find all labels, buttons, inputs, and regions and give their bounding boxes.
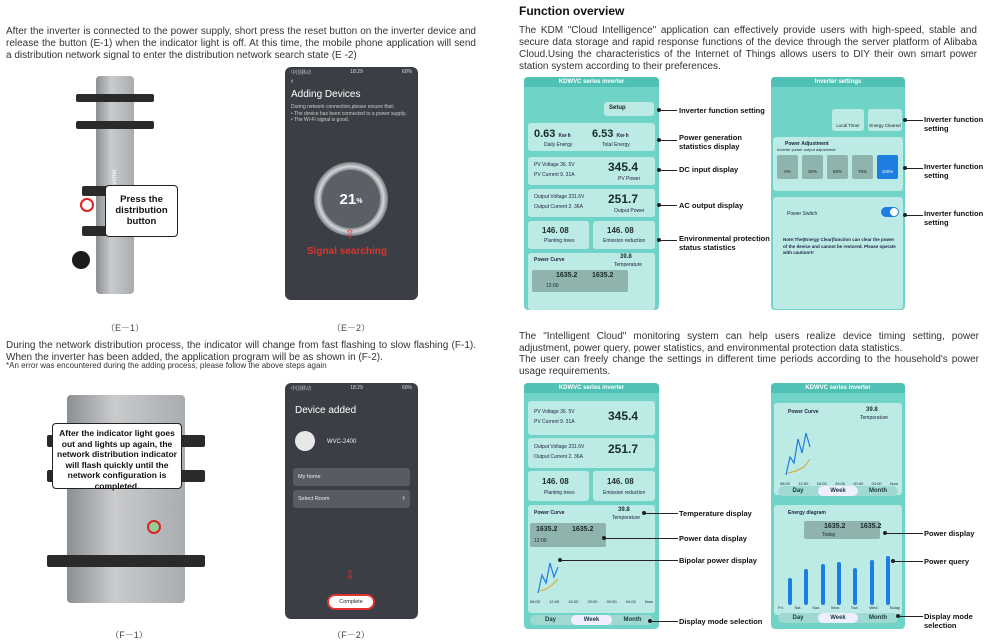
dc-input-card-c: PV Voltage 36. 5V PV Current 9. 31A 345.4 (528, 401, 655, 435)
back-icon[interactable]: ‹ (291, 78, 294, 85)
label-dc-input: DC input display (679, 165, 739, 174)
settings-paragraph: The user can freely change the settings in different time periods according to the household's power usage requirements. (519, 354, 979, 377)
progress-ring (314, 162, 388, 236)
phone-e2 (285, 67, 418, 300)
label-power-data: Power data display (679, 534, 747, 543)
error-note: *An error was encountered during the adding process, please follow the above steps again (6, 361, 327, 370)
output-power-label: Output Power (614, 208, 645, 214)
total-energy-label: Total Energy (602, 142, 630, 148)
level-60-button[interactable]: 60% (827, 155, 848, 179)
tab-month[interactable]: Month (623, 617, 642, 623)
app-screen-energy: KDWVC series inverter Power Curve 39.8 Temperature 08:00 12:00 16:00 20:00 00:00 04:00 Now Day Week Month Energy diagram 1635.2 1635.2 Today Fri. Sat. Sun. Mon. Tue. Wed. Today Day Week Month (771, 383, 905, 629)
display-mode-tabs-bottom: Day Week Month (778, 613, 898, 623)
label-inv-fn-1: Inverter function setting (924, 115, 984, 133)
power-curve-card-d: Power Curve 39.8 Temperature 08:00 12:00 16:00 20:00 00:00 04:00 Now (774, 403, 902, 495)
power-switch-card (773, 197, 903, 309)
power-adjustment-card: Power Adjustment Inverter power output adjustment 0% 30% 60% 75% 100% (773, 137, 903, 191)
caption-f1: （F－1） (110, 630, 148, 640)
label-inv-fn-2: Inverter function setting (924, 162, 984, 180)
energy-bar-wed[interactable] (870, 560, 874, 605)
day-axis-ticks: 08:00 12:00 16:00 20:00 00:00 04:00 Now (530, 599, 653, 604)
app-screen-settings (771, 77, 905, 310)
notice-bullet-2: • The Wi-Fi signal is good. (291, 117, 350, 123)
network-notice: During network connection,please ensure that: (291, 104, 395, 110)
label-power-gen: Power generation statistics display (679, 133, 742, 151)
select-room-row[interactable] (293, 490, 410, 508)
energy-bar-chart (782, 545, 896, 605)
arrow-up-icon: ⇧ (345, 227, 356, 241)
output-power-value: 251.7 (608, 192, 639, 206)
power-level-buttons (777, 155, 898, 179)
caption-f2: （F－2） (332, 630, 370, 640)
indicator-light-highlight (147, 520, 161, 534)
daily-energy-label: Daily Energy (544, 142, 573, 148)
pv-power-label: PV Power (618, 176, 641, 182)
energy-bar-fri[interactable] (788, 578, 792, 605)
label-temp-display: Temperature display (679, 509, 752, 518)
indicator-callout: After the indicator light goes out and lights up again, the network distribution indicator will flash quickly until the network configuration is completed. (52, 423, 182, 489)
display-mode-tabs-top: Day Week Month (778, 486, 898, 496)
caption-e2: （E－2） (331, 323, 370, 333)
time-label: 18:29 (350, 69, 363, 75)
reset-button-highlight (80, 198, 94, 212)
select-room-label: Select Room (298, 496, 330, 502)
overview-paragraph: The KDM "Cloud Intelligence" application can effectively provide users with high-speed, stable and secure data storage and rapid response functions of the device through the server platform of Alibaba Cloud.Using the characteristics of the Internet of Things allows users to DIY their own smart power station system according to their preferences. (519, 25, 977, 72)
power-curve-card: Power Curve 39.8 Temperature 1635.2 1635.2 12:00 (528, 253, 655, 310)
energy-bar-sun[interactable] (821, 564, 825, 605)
emission-card-c: 146. 08 Emission reduction (593, 471, 655, 501)
level-100-button[interactable]: 100% (877, 155, 898, 179)
tab-day[interactable]: Day (544, 617, 556, 623)
power-curve-card-c: Power Curve 39.8 Temperature 1635.2 1635.2 12:00 08:00 12:00 16:00 20:00 00:00 04:00 Now (528, 505, 655, 613)
carrier-label: 中国移动 (291, 386, 312, 392)
energy-clear-note: Note:The(Energy Clear)function can clear the power of the device and cannot be restored. Please operate with caution!!! (783, 237, 896, 255)
intro-paragraph: After the inverter is connected to the power supply, short press the reset button on the inverter device and release the button (E-1) when the indicator light is off. At this time, the mobile phone application will send a distribution network signal to enter the distribution network search state (E -2) (6, 26, 476, 61)
energy-bar-tue[interactable] (853, 568, 857, 605)
energy-bar-mon[interactable] (837, 562, 841, 605)
device-model: WVC-2400 (327, 439, 357, 445)
pv-power-value: 345.4 (608, 160, 639, 174)
label-inverter-setting: Inverter function setting (679, 106, 765, 115)
energy-bar-sat[interactable] (804, 569, 808, 605)
emission-card: 146. 08 Emission reduction (593, 221, 655, 249)
total-energy-value: 6.53 (592, 128, 614, 140)
monitoring-paragraph: The "Intelligent Cloud" monitoring system can help users realize device timing setting, power adjustment, power query, power statistics, and environmental protection data statistics. (519, 331, 979, 354)
energy-diagram-card: Energy diagram 1635.2 1635.2 Today Fri. Sat. Sun. Mon. Tue. Wed. Today (774, 505, 902, 615)
app-screen-curve: KDWVC series inverter PV Voltage 36. 5V PV Current 9. 31A 345.4 Output Voltage 231.6V Output Current 2. 36A 251.7 146. 08 Planting trees 146. 08 Emission reduction Power Curve 39.8 Temperature 1635.2 1635.2 12:00 08:00 12:00 16:00 20:00 00:00 04:00 Now Day Week Month (524, 383, 659, 629)
curve-line (784, 427, 814, 477)
time-label: 18:29 (350, 385, 363, 391)
app-screen-main (524, 77, 659, 310)
level-0-button[interactable]: 0% (777, 155, 798, 179)
network-paragraph: During the network distribution process, the indicator will change from fast flashing to slow flashing (F-1). When the inverter has been added, the application program will be as shown in (F-2). (6, 340, 476, 363)
daily-energy-value: 0.63 (534, 128, 556, 140)
energy-cleared-button[interactable]: Energy Cleared (868, 109, 902, 131)
setup-button[interactable]: Setup (604, 102, 654, 116)
device-added-title: Device added (295, 405, 357, 416)
arrow-down-icon: ⇩ (345, 568, 356, 582)
label-display-mode: Display mode selection (679, 617, 763, 626)
app-title: KDWVC series inverter (524, 77, 659, 87)
progress-value: 21 (339, 190, 357, 208)
chevron-right-icon: › (402, 493, 405, 502)
signal-searching-text: Signal searching (307, 246, 388, 257)
trees-card-c: 146. 08 Planting trees (528, 471, 589, 501)
week-axis-ticks: Fri. Sat. Sun. Mon. Tue. Wed. Today (778, 605, 900, 610)
display-mode-tabs (530, 615, 653, 625)
complete-button[interactable]: Complete (327, 594, 375, 610)
settings-title: Inverter settings (771, 77, 905, 87)
energy-card: 0.63 Kw·h Daily Energy 6.53 Kw·h Total Energy (528, 123, 655, 151)
device-thumbnail (295, 431, 315, 451)
level-75-button[interactable]: 75% (852, 155, 873, 179)
energy-bar-today[interactable] (886, 556, 890, 605)
tab-week[interactable]: Week (571, 615, 612, 625)
adding-devices-title: Adding Devices (291, 89, 361, 100)
level-30-button[interactable]: 30% (802, 155, 823, 179)
ac-output-card-c: Output Voltage 231.6V Output Current 2. 36A 251.7 (528, 438, 655, 468)
label-power-query: Power query (924, 557, 970, 566)
label-bipolar: Bipolar power display (679, 556, 757, 565)
label-ac-output: AC output display (679, 201, 744, 210)
phone-f2 (285, 383, 418, 619)
ac-output-card: Output Voltage 231.6V Output Current 2. 36A 251.7 Output Power (528, 189, 655, 217)
carrier-label: 中国移动 (291, 70, 312, 76)
progress-unit: % (356, 198, 363, 205)
label-inv-fn-3: Inverter function setting (924, 209, 984, 227)
battery-label: 60% (401, 385, 412, 391)
label-power-display: Power display (924, 529, 975, 538)
local-timer-button[interactable]: Local Timer (832, 109, 864, 131)
energy-diagram-title: Energy diagram (788, 510, 826, 516)
notice-bullet-1: • The device has been connected to a power supply. (291, 110, 407, 117)
power-switch-toggle[interactable] (881, 207, 899, 217)
function-overview-heading: Function overview (519, 4, 625, 18)
battery-label: 60% (401, 69, 412, 75)
dc-input-card: PV Voltage 36. 5V PV Current 9. 31A 345.4 PV Power (528, 157, 655, 185)
label-display-mode-2: Display mode selection (924, 612, 973, 630)
trees-card: 146. 08 Planting trees (528, 221, 589, 249)
power-switch-label: Power Switch (787, 211, 818, 217)
my-home-row[interactable]: My home (293, 468, 410, 486)
caption-e1: （E－1） (105, 323, 144, 333)
press-distribution-callout: Press the distribution button (105, 185, 178, 237)
label-env: Environmental protection status statistics (679, 234, 770, 252)
